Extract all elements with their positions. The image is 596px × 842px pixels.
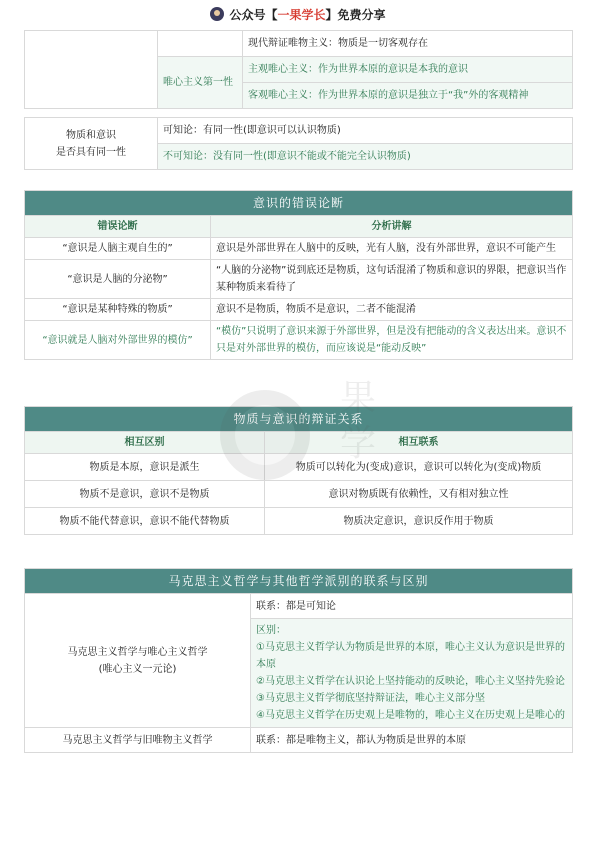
table-row — [25, 31, 573, 57]
table1-identity-b: 不可知论：没有同一性(即意识不能或不能完全认识物质) — [158, 144, 573, 170]
table1-right-cell: 现代辩证唯物主义：物质是一切客观存在 — [243, 31, 573, 57]
difference-item: ③马克思主义哲学彻底坚持辩证法，唯心主义部分坚 — [256, 693, 485, 704]
table-row — [25, 508, 573, 535]
difference-title: 区别： — [256, 625, 286, 636]
table1-idealism-cell: 唯心主义第一性 — [158, 57, 243, 109]
table-row — [25, 299, 573, 321]
table-row — [25, 728, 573, 753]
section-title-marxism-vs-others: 马克思主义哲学与其他哲学派别的联系与区别 — [25, 569, 573, 594]
header-brand: 一果学长 — [277, 7, 326, 22]
analysis-cell: “人脑的分泌物”说到底还是物质，这句话混淆了物质和意识的界限，把意识当作某种物质来看待了 — [211, 260, 573, 299]
difference-item: ②马克思主义哲学在认识论上坚持能动的反映论，唯心主义坚持先验论 — [256, 676, 565, 687]
table-row — [25, 321, 573, 360]
table-row — [25, 481, 573, 508]
table-materialism-idealism — [24, 30, 573, 109]
section-title-wrong-claims: 意识的错误论断 — [25, 191, 573, 216]
header-suffix: 】免费分享 — [325, 7, 386, 22]
table-row — [25, 118, 573, 144]
column-header-difference: 相互区别 — [25, 432, 265, 454]
table1-right-cell: 主观唯心主义：作为世界本原的意识是本我的意识 — [243, 57, 573, 83]
marxism-old-materialism-connection: 联系：都是唯物主义，都认为物质是世界的本原 — [251, 728, 573, 753]
table1-identity-a: 可知论：有同一性(即意识可以认识物质) — [158, 118, 573, 144]
connection-cell: 物质可以转化为(变成)意识，意识可以转化为(变成)物质 — [265, 454, 573, 481]
table-row — [25, 260, 573, 299]
section-title-dialectical-relation: 物质与意识的辩证关系 — [25, 407, 573, 432]
claim-cell: “意识是某种特殊的物质” — [25, 299, 211, 321]
difference-item: ④马克思主义哲学在历史观上是唯物的，唯心主义在历史观上是唯心的 — [256, 710, 565, 721]
claim-cell: “意识是人脑主观自生的” — [25, 238, 211, 260]
watermark-text: 果 — [340, 378, 377, 419]
connection-cell: 意识对物质既有依赖性，又有相对独立性 — [265, 481, 573, 508]
analysis-cell: 意识是外部世界在人脑中的反映，光有人脑，没有外部世界，意识不可能产生 — [211, 238, 573, 260]
marxism-old-materialism-label: 马克思主义哲学与旧唯物主义哲学 — [25, 728, 251, 753]
claim-cell: “意识是人脑的分泌物” — [25, 260, 211, 299]
marxism-idealism-connection: 联系：都是可知论 — [251, 594, 573, 619]
table-wrong-claims — [24, 190, 573, 360]
table-row — [25, 238, 573, 260]
table-identity — [24, 117, 573, 170]
table-dialectical-relation — [24, 406, 573, 535]
difference-cell: 物质不能代替意识，意识不能代替物质 — [25, 508, 265, 535]
page-header — [0, 4, 596, 24]
marxism-idealism-label: 马克思主义哲学与唯心主义哲学 (唯心主义一元论) — [25, 594, 251, 728]
difference-cell: 物质不是意识，意识不是物质 — [25, 481, 265, 508]
table1-identity-label: 物质和意识 是否具有同一性 — [25, 118, 158, 170]
analysis-cell: “模仿”只说明了意识来源于外部世界，但是没有把能动的含义表达出来。意识不只是对外部世界的模仿，而应该说是“能动反映” — [211, 321, 573, 360]
table-marxism-vs-others — [24, 568, 573, 753]
header-prefix: 公众号【 — [229, 7, 278, 22]
table1-top-left-cell — [25, 31, 158, 109]
claim-cell: “意识就是人脑对外部世界的模仿” — [25, 321, 211, 360]
difference-cell: 物质是本原，意识是派生 — [25, 454, 265, 481]
table1-right-cell: 客观唯心主义：作为世界本原的意识是独立于“我”外的客观精神 — [243, 83, 573, 109]
table-row — [25, 454, 573, 481]
column-header-analysis: 分析讲解 — [211, 216, 573, 238]
column-header-connection: 相互联系 — [265, 432, 573, 454]
table1-mid-cell — [158, 31, 243, 57]
table-row — [25, 594, 573, 619]
marxism-idealism-differences — [251, 619, 573, 728]
connection-cell: 物质决定意识，意识反作用于物质 — [265, 508, 573, 535]
analysis-cell: 意识不是物质，物质不是意识，二者不能混淆 — [211, 299, 573, 321]
avatar-logo-icon — [210, 7, 224, 21]
column-header-claim: 错误论断 — [25, 216, 211, 238]
difference-item: ①马克思主义哲学认为物质是世界的本原，唯心主义认为意识是世界的本原 — [256, 642, 565, 670]
